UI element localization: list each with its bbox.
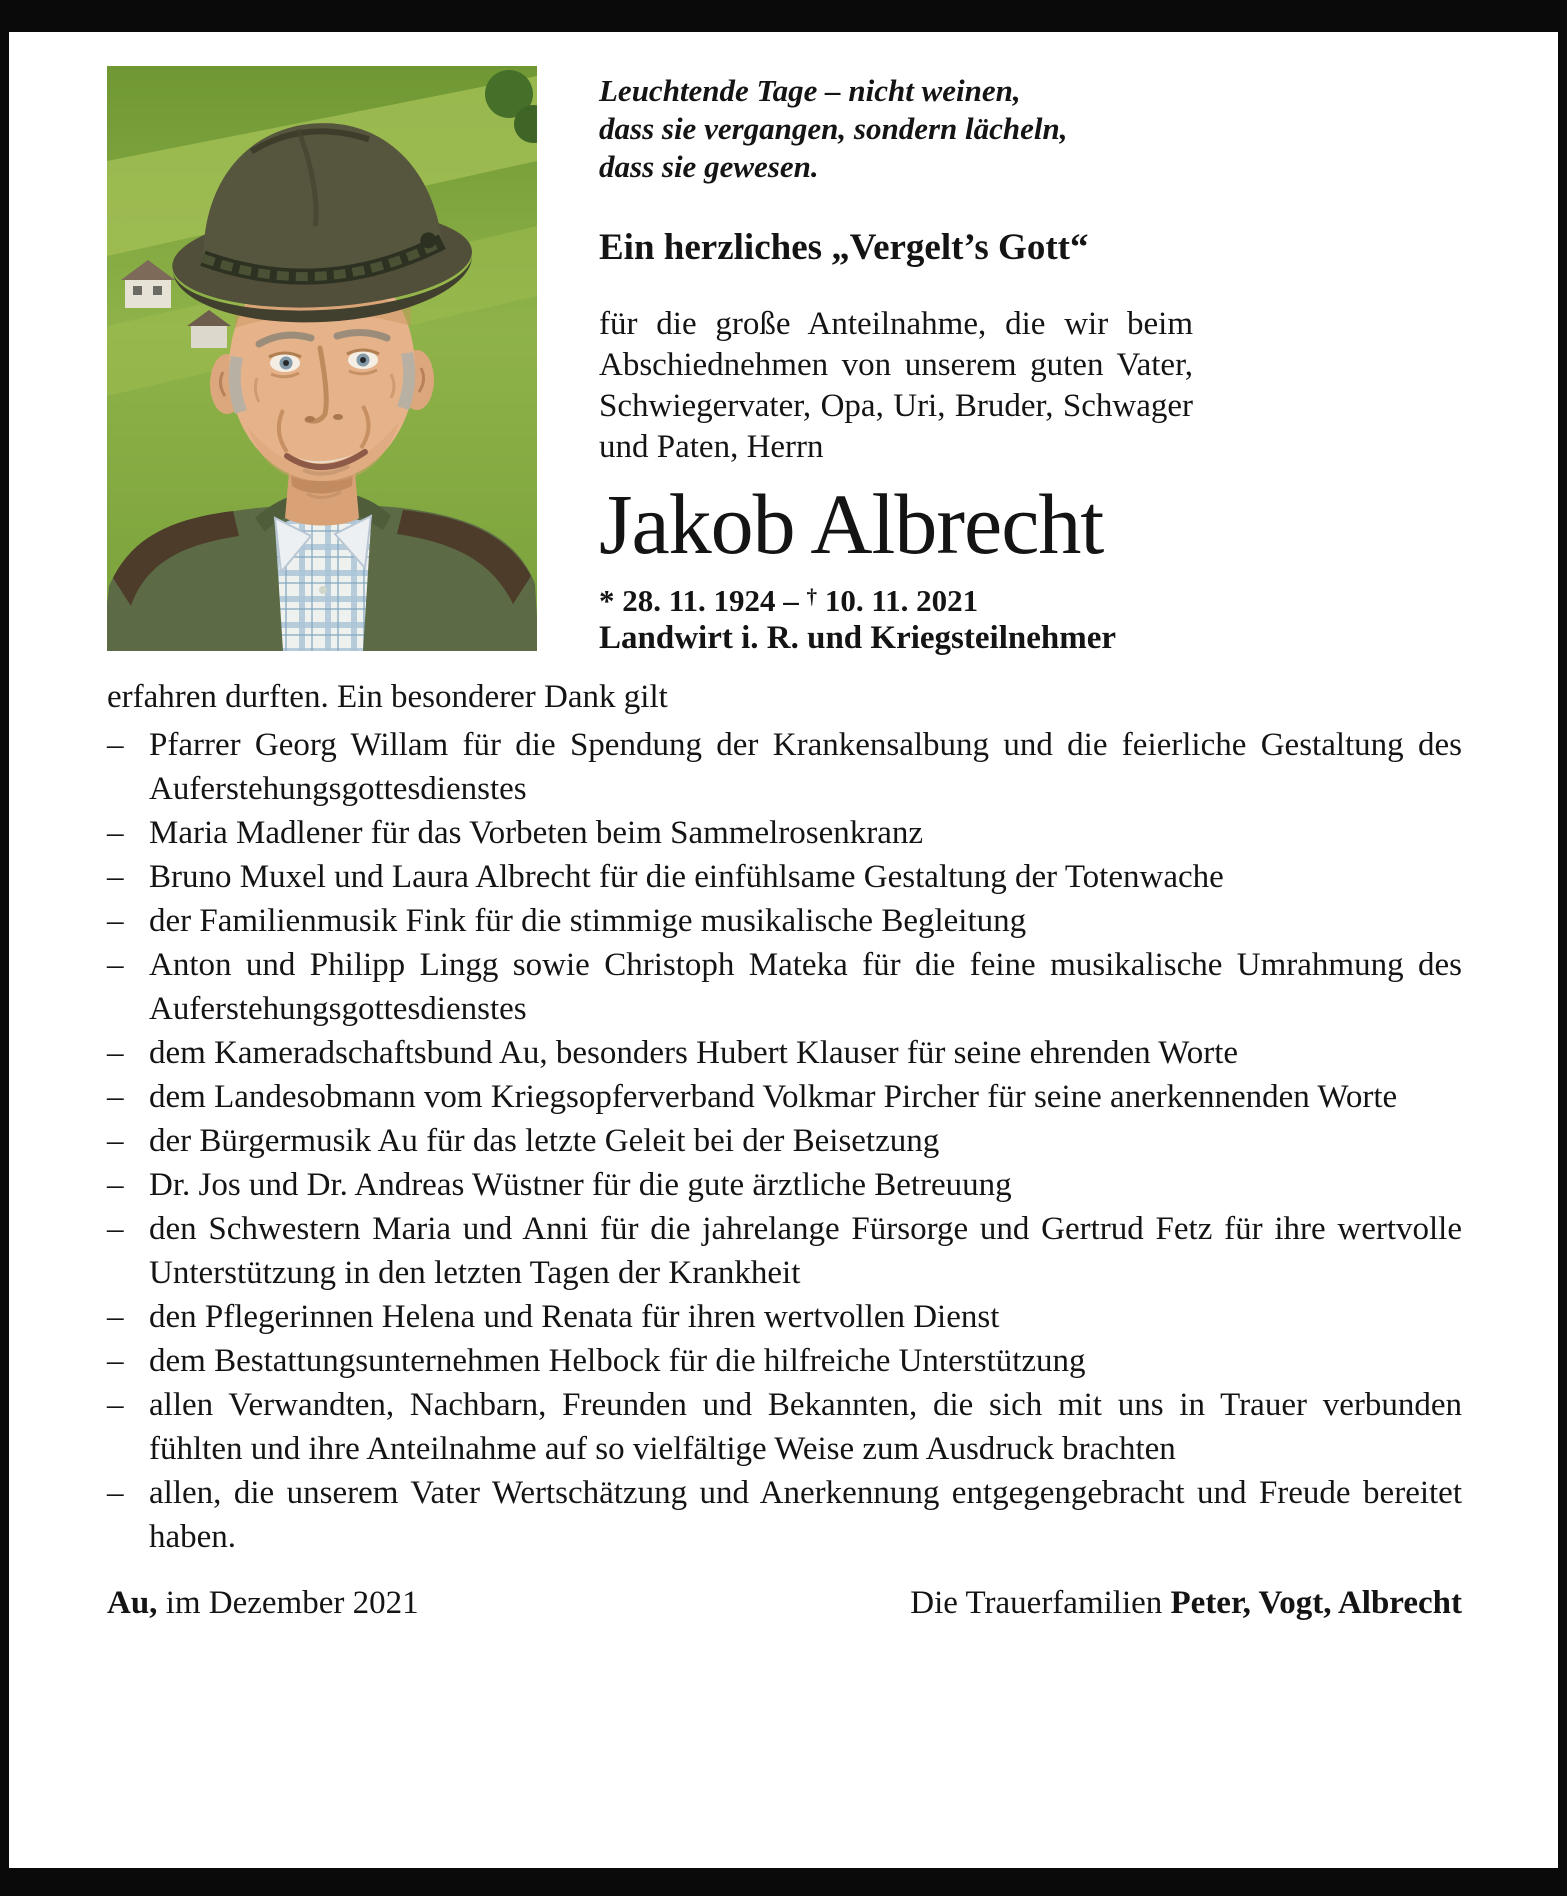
- thanks-item: [107, 1207, 1462, 1295]
- quote-line-1: Leuchtende Tage – nicht weinen,: [599, 73, 1021, 108]
- list-dash: –: [107, 1035, 124, 1071]
- thanks-item: [107, 1075, 1462, 1119]
- lead-line: erfahren durften. Ein besonderer Dank gilt: [107, 679, 668, 715]
- thanks-item: [107, 1383, 1462, 1471]
- thanks-item: [107, 1471, 1462, 1559]
- date: im Dezember 2021: [157, 1585, 419, 1621]
- list-dash: –: [107, 1475, 124, 1511]
- opening-quote: [599, 72, 1193, 186]
- list-dash: –: [107, 815, 124, 851]
- thanks-item: [107, 855, 1462, 899]
- families-names: Peter, Vogt, Albrecht: [1170, 1585, 1462, 1621]
- thanks-item: [107, 811, 1462, 855]
- thanks-item-text: Bruno Muxel und Laura Albrecht für die einfühlsame Gestaltung der Totenwache: [149, 859, 1224, 895]
- thanks-item-text: Dr. Jos und Dr. Andreas Wüstner für die gute ärztliche Betreuung: [149, 1167, 1012, 1203]
- intro-paragraph: für die große Anteilnahme, die wir beim Abschiednehmen von unserem guten Vater, Schwiegervater, Opa, Uri, Bruder, Schwager und Paten, Herrn: [599, 306, 1193, 465]
- families-label: Die Trauerfamilien: [910, 1585, 1171, 1621]
- deceased-title: Landwirt i. R. und Kriegsteilnehmer: [599, 620, 1116, 656]
- thanks-item-text: Pfarrer Georg Willam für die Spendung der Krankensalbung und die feierliche Gestaltung des Auferstehungsgottesdienstes: [149, 727, 1462, 807]
- thanks-item: [107, 1119, 1462, 1163]
- list-dash: –: [107, 859, 124, 895]
- place: Au,: [107, 1585, 158, 1621]
- portrait-illustration: [107, 66, 537, 651]
- thanks-item-text: der Familienmusik Fink für die stimmige musikalische Begleitung: [149, 903, 1027, 939]
- thanks-item: [107, 1163, 1462, 1207]
- thanks-item: [107, 1295, 1462, 1339]
- thanks-item: [107, 723, 1462, 811]
- list-dash: –: [107, 903, 124, 939]
- thanks-item-text: allen, die unserem Vater Wertschätzung und Anerkennung entgegengebracht und Freude bereitet haben.: [149, 1475, 1462, 1555]
- thanks-item-text: dem Bestattungsunternehmen Helbock für die hilfreiche Unterstützung: [149, 1343, 1086, 1379]
- thanks-item-text: den Schwestern Maria und Anni für die jahrelange Fürsorge und Gertrud Fetz für ihre wertvolle Unterstützung in den letzten Tagen der Krankheit: [149, 1211, 1462, 1291]
- thanks-item: [107, 1339, 1462, 1383]
- thanks-item-text: dem Landesobmann vom Kriegsopferverband Volkmar Pircher für seine anerkennenden Worte: [149, 1079, 1398, 1115]
- thanks-item-text: Maria Madlener für das Vorbeten beim Sammelrosenkranz: [149, 815, 924, 851]
- thanks-item-text: dem Kameradschaftsbund Au, besonders Hubert Klauser für seine ehrenden Worte: [149, 1035, 1239, 1071]
- list-dash: –: [107, 727, 124, 763]
- thanks-item: [107, 943, 1462, 1031]
- life-dates: [599, 578, 1193, 619]
- list-dash: –: [107, 1123, 124, 1159]
- death-date: 10. 11. 2021: [817, 583, 979, 618]
- list-dash: –: [107, 1211, 124, 1247]
- list-dash: –: [107, 1079, 124, 1115]
- thanks-item-text: der Bürgermusik Au für das letzte Geleit bei der Beisetzung: [149, 1123, 940, 1159]
- dagger-symbol: †: [806, 584, 818, 608]
- header-text-column: [599, 66, 1193, 657]
- thanks-item-text: den Pflegerinnen Helena und Renata für ihren wertvollen Dienst: [149, 1299, 1000, 1335]
- birth-date: * 28. 11. 1924 –: [599, 583, 807, 618]
- thanks-list: [107, 723, 1462, 1559]
- list-dash: –: [107, 947, 124, 983]
- list-dash: –: [107, 1167, 124, 1203]
- quote-line-2: dass sie vergangen, sondern lächeln,: [599, 111, 1068, 146]
- portrait-photo: [107, 66, 537, 651]
- header-section: [107, 66, 1462, 657]
- footer-line: [107, 1581, 1462, 1625]
- thanks-item-text: allen Verwandten, Nachbarn, Freunden und Bekannten, die sich mit uns in Trauer verbunden fühlten und ihre Anteilnahme auf so vielfältige Weise zum Ausdruck brachten: [149, 1387, 1462, 1467]
- thanks-item: [107, 1031, 1462, 1075]
- salutation: Ein herzliches „Vergelt’s Gott“: [599, 227, 1089, 268]
- list-dash: –: [107, 1299, 124, 1335]
- deceased-name: Jakob Albrecht: [599, 476, 1104, 572]
- list-dash: –: [107, 1387, 124, 1423]
- thanks-item-text: Anton und Philipp Lingg sowie Christoph Mateka für die feine musikalische Umrahmung des Auferstehungsgottesdienstes: [149, 947, 1462, 1027]
- place-date: [107, 1581, 419, 1625]
- obituary-content: [9, 32, 1558, 1625]
- quote-line-3: dass sie gewesen.: [599, 149, 819, 184]
- families-line: [910, 1581, 1462, 1625]
- list-dash: –: [107, 1343, 124, 1379]
- thanks-item: [107, 899, 1462, 943]
